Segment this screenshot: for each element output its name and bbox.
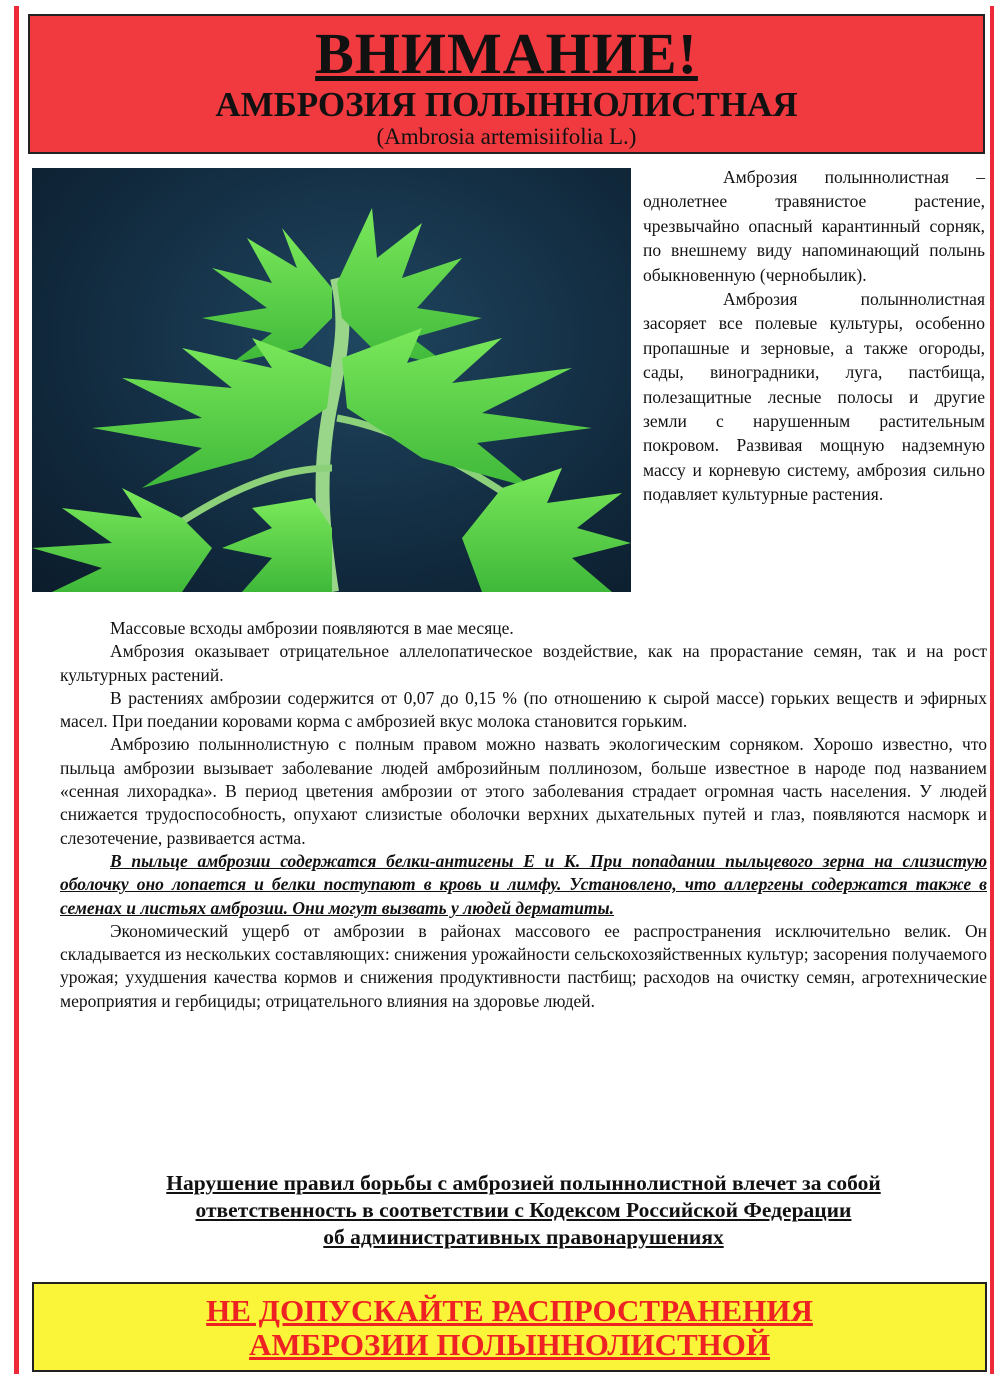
attention-title: ВНИМАНИЕ! [315, 21, 698, 86]
legal-notice [60, 1170, 987, 1251]
legal-notice-line: ответственность в соответствии с Кодексом Российской Федерации [195, 1198, 852, 1222]
allergen-warning-paragraph: В пыльце амброзии содержатся белки-антигены Е и К. При попадании пыльцевого зерна на слизистую оболочку оно лопается и белки поступают в кровь и лимфу. Установлено, что аллергены содержатся также в семенах и листьях амброзии. Они могут вызвать у людей дерматиты. [60, 850, 987, 918]
footer-banner [32, 1282, 987, 1372]
body-paragraph: Амброзия оказывает отрицательное аллелопатическое воздействие, как на прорастание семян, так и на рост культурных растений. [60, 641, 987, 685]
body-paragraph: В растениях амброзии содержится от 0,07 до 0,15 % (по отношению к сырой массе) горьких веществ и эфирных масел. При поедании коровами корма с амброзией вкус молока становится горьким. [60, 687, 987, 732]
header-banner [28, 14, 985, 154]
intro-paragraph: Амброзия полыннолистная – однолетнее травянистое растение, чрезвычайно опасный карантинный сорняк, по внешнему виду напоминающий полынь обыкновенную (чернобылик). [643, 167, 985, 285]
legal-notice-line: об административных правонарушениях [323, 1225, 724, 1249]
footer-line: АМБРОЗИИ ПОЛЫННОЛИСТНОЙ [249, 1327, 770, 1362]
body-paragraph: Экономический ущерб от амброзии в районах массового ее распространения исключительно велик. Он складывается из нескольких составляющих: снижения урожайности сельскохозяйственных культур; засорения получаемого урожая; ухудшения качества кормов и снижения продуктивности пастбищ; расходов на очистку семян, агротехнические мероприятия и гербициды; отрицательного влияния на здоровье людей. [60, 920, 987, 1011]
legal-notice-line: Нарушение правил борьбы с амброзией полыннолистной влечет за собой [166, 1171, 881, 1195]
ragweed-plant-photo [32, 168, 631, 592]
intro-paragraph: Амброзия полыннолистная засоряет все полевые культуры, особенно пропашные и зерновые, а также огороды, сады, виноградники, луга, пастбища, полезащитные лесные полосы и другие земли с нарушенным растительным покровом. Развивая мощную надземную массу и корневую систему, амброзия сильно подавляет культурные растения. [643, 289, 985, 505]
plant-name-title: АМБРОЗИЯ ПОЛЫННОЛИСТНАЯ [215, 85, 798, 124]
footer-line: НЕ ДОПУСКАЙТЕ РАСПРОСТРАНЕНИЯ [206, 1293, 813, 1328]
body-paragraph: Массовые всходы амброзии появляются в мае месяце. [110, 618, 514, 638]
ragweed-leaves-illustration [32, 168, 631, 592]
body-paragraph: Амброзию полыннолистную с полным правом можно назвать экологическим сорняком. Хорошо известно, что пыльца амброзии вызывает заболевание людей амброзийным поллинозом, больше известное в народе под названием «сенная лихорадка». В период цветения амброзии от этого заболевания страдает огромная часть населения. У людей снижается трудоспособность, опухают слизистые оболочки верхних дыхательных путей и глаз, появляются насморк и слезотечение, развивается астма. [60, 734, 987, 848]
latin-name-subtitle: (Ambrosia artemisiifolia L.) [376, 124, 637, 149]
main-text-body [60, 617, 987, 1013]
intro-text-column [643, 165, 985, 507]
